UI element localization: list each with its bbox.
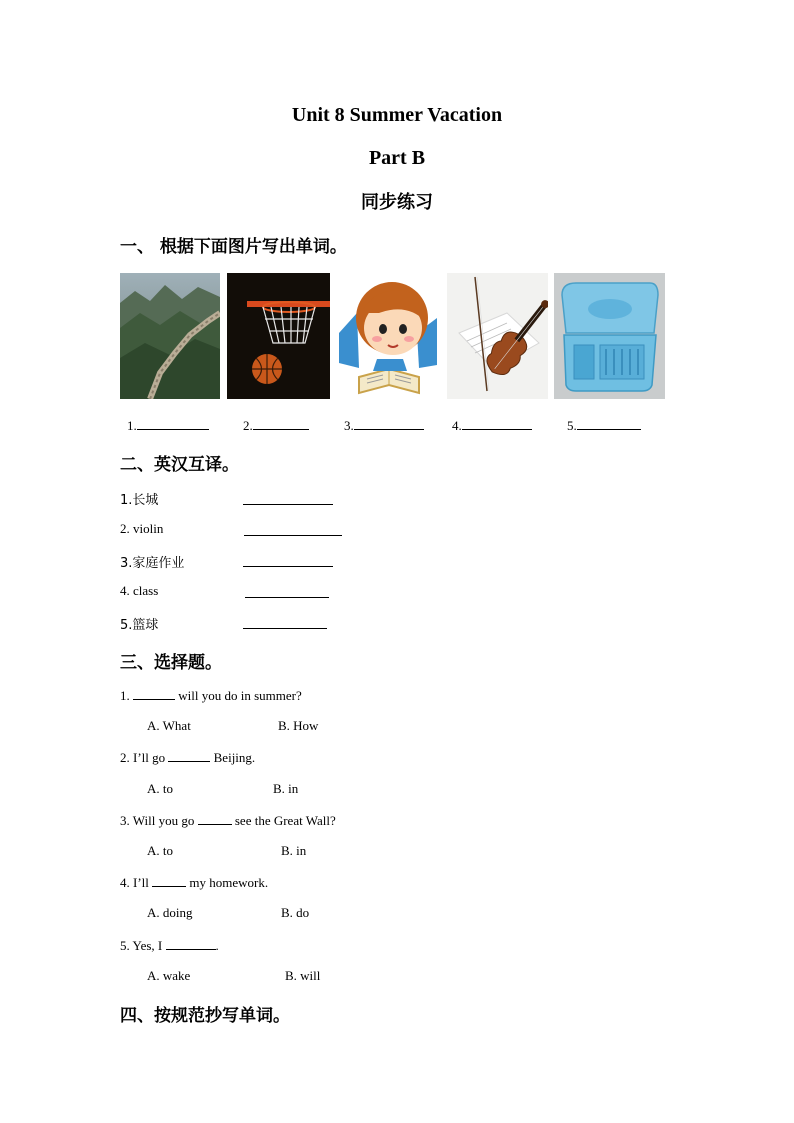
section-4-heading: 四、按规范抄写单词。 (120, 1006, 290, 1026)
question-4-option-a[interactable]: A. doing (147, 905, 193, 920)
section-2-heading: 二、英汉互译。 (120, 455, 239, 475)
pencil-box-image (554, 273, 665, 399)
translate-item-4: 4. class (120, 583, 159, 598)
question-5-option-a[interactable]: A. wake (147, 968, 191, 983)
translate-item-2: 2. violin (120, 521, 164, 536)
question-1-option-a[interactable]: A. What (147, 718, 191, 733)
translate-blank-2[interactable] (244, 523, 342, 541)
question-5-blank[interactable] (166, 937, 216, 950)
section-3-heading: 三、选择题。 (120, 653, 222, 673)
translate-blank-1[interactable] (243, 492, 333, 510)
translate-item-1: 1.长城 (120, 493, 159, 508)
translate-item-3: 3.家庭作业 (120, 556, 185, 571)
girl-reading-image (337, 273, 440, 399)
question-2: 2. I’ll go Beijing. (120, 750, 256, 765)
picture-answer-1[interactable]: 1. (127, 417, 209, 434)
page-part: Part B (368, 147, 426, 169)
question-3-option-a[interactable]: A. to (147, 843, 173, 858)
question-4-blank[interactable] (152, 874, 186, 887)
question-1-blank[interactable] (133, 687, 175, 700)
great-wall-image (120, 273, 220, 399)
question-2-blank[interactable] (168, 749, 210, 762)
picture-answer-5[interactable]: 5. (567, 417, 641, 434)
violin-image (447, 273, 548, 399)
basketball-hoop-image (227, 273, 330, 399)
translate-blank-4[interactable] (245, 585, 329, 603)
section-1-heading: 一、 根据下面图片写出单词。 (120, 237, 347, 257)
question-2-option-b[interactable]: B. in (273, 781, 299, 796)
question-4: 4. I’ll my homework. (120, 875, 269, 890)
translate-blank-3[interactable] (243, 554, 333, 572)
question-5: 5. Yes, I . (120, 938, 219, 953)
translate-blank-5[interactable] (243, 616, 327, 634)
question-3-option-b[interactable]: B. in (281, 843, 307, 858)
picture-answer-3[interactable]: 3. (344, 417, 424, 434)
page-title: Unit 8 Summer Vacation (291, 104, 503, 126)
page-subtitle: 同步练习 (361, 192, 433, 213)
question-5-option-b[interactable]: B. will (285, 968, 321, 983)
question-1: 1. will you do in summer? (120, 688, 302, 703)
translate-item-5: 5.篮球 (120, 618, 159, 633)
question-3-blank[interactable] (198, 812, 232, 825)
picture-answer-4[interactable]: 4. (452, 417, 532, 434)
picture-answer-2[interactable]: 2. (243, 417, 309, 434)
question-4-option-b[interactable]: B. do (281, 905, 310, 920)
question-1-option-b[interactable]: B. How (278, 718, 319, 733)
question-2-option-a[interactable]: A. to (147, 781, 173, 796)
question-3: 3. Will you go see the Great Wall? (120, 813, 336, 828)
